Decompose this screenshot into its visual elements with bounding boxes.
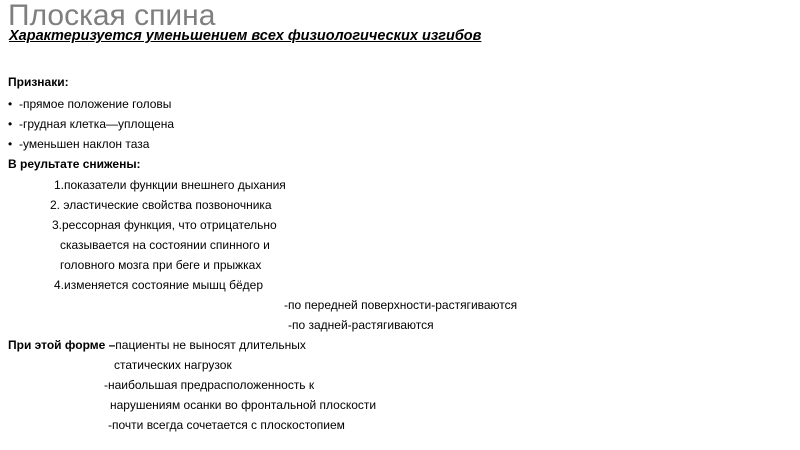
reduced-item: 4.изменяется состояние мышц бёдер xyxy=(54,278,264,292)
reduced-heading: В реультате снижены: xyxy=(8,157,141,171)
bullet-text: -уменьшен наклон таза xyxy=(19,137,150,151)
bullet-icon: • xyxy=(8,97,13,111)
form-heading: При этой форме – xyxy=(8,338,116,352)
reduced-item: сказывается на состоянии спинного и xyxy=(60,238,270,252)
bullet-item xyxy=(8,116,174,132)
bullet-icon: • xyxy=(8,117,13,131)
muscle-note: -по передней поверхности-растягиваются xyxy=(284,298,518,312)
form-text: пациенты не выносят длительных xyxy=(115,338,306,352)
signs-heading: Признаки: xyxy=(8,75,69,89)
slide-title: Плоская спина xyxy=(8,0,216,32)
form-line: -почти всегда сочетается с плоскостопием xyxy=(108,418,345,432)
form-line: -наибольшая предрасположенность к xyxy=(104,378,315,392)
reduced-item: 2. эластические свойства позвоночника xyxy=(50,198,272,212)
form-line: статических нагрузок xyxy=(114,358,232,372)
bullet-item xyxy=(8,136,149,152)
bullet-text: -грудная клетка—уплощена xyxy=(19,117,175,131)
reduced-item: 1.показатели функции внешнего дыхания xyxy=(54,178,286,192)
reduced-item: головного мозга при беге и прыжках xyxy=(60,258,262,272)
muscle-note: -по задней-растягиваются xyxy=(288,318,434,332)
form-paragraph xyxy=(8,337,306,353)
bullet-item xyxy=(8,96,171,112)
slide-subtitle: Характеризуется уменьшением всех физиологических изгибов xyxy=(9,28,482,44)
bullet-text: -прямое положение головы xyxy=(19,97,172,111)
bullet-icon: • xyxy=(8,137,13,151)
form-line: нарушениям осанки во фронтальной плоскости xyxy=(110,398,377,412)
reduced-item: 3.рессорная функция, что отрицательно xyxy=(52,218,277,232)
